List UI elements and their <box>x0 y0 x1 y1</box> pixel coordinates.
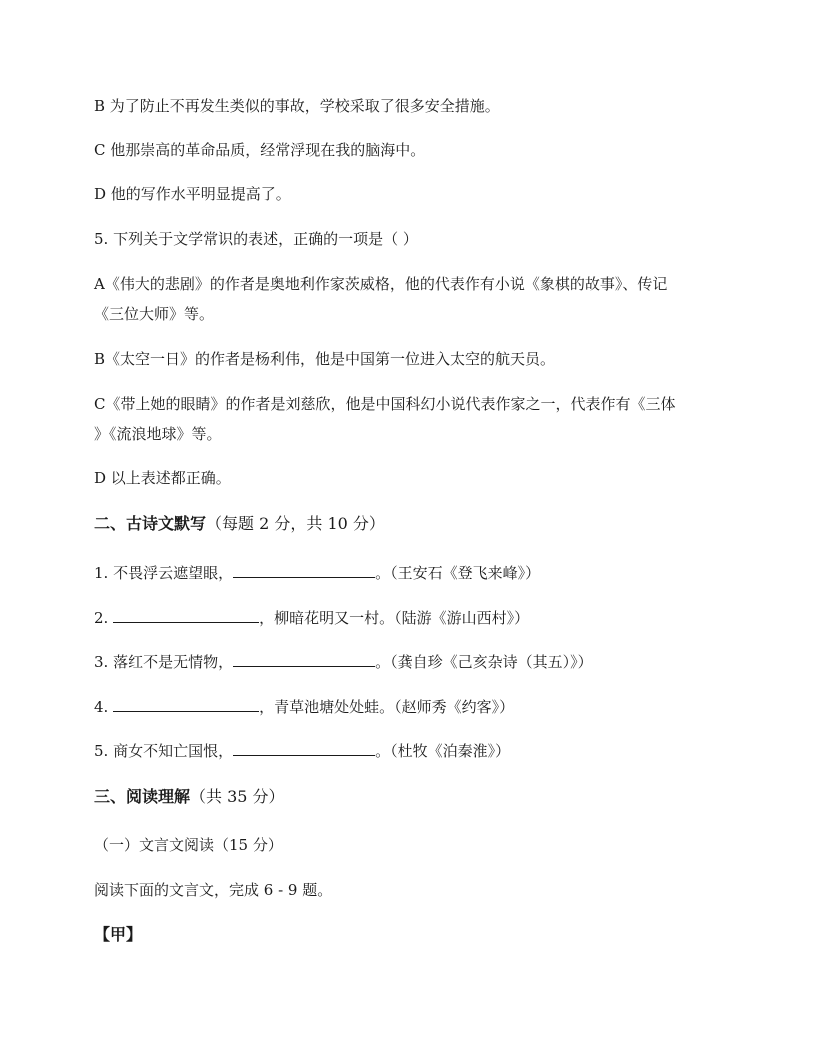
recitation-item-3-suffix: 。（龚自珍《己亥杂诗（其五）》） <box>375 653 593 671</box>
q5-option-a-line1: A《伟大的悲剧》的作者是奥地利作家茨威格，他的代表作有小说《象棋的故事》、传记 <box>94 275 668 293</box>
reading-instruction: 阅读下面的文言文，完成 6 - 9 题。 <box>94 881 333 899</box>
recitation-item-2-prefix: 2. <box>94 609 114 627</box>
option-d-q4: D 他的写作水平明显提高了。 <box>94 185 291 203</box>
answer-blank-4[interactable] <box>113 697 259 712</box>
option-b-q4: B 为了防止不再发生类似的事故，学校采取了很多安全措施。 <box>94 97 500 115</box>
recitation-item-2 <box>94 608 529 628</box>
q5-option-a-line2: 《三位大师》等。 <box>94 305 215 323</box>
section-2-heading <box>94 513 385 535</box>
recitation-item-3 <box>94 652 593 672</box>
answer-blank-2[interactable] <box>113 608 259 623</box>
option-c-q4: C 他那崇高的革命品质，经常浮现在我的脑海中。 <box>94 141 426 159</box>
q5-option-c-line2: 》《流浪地球》等。 <box>94 425 222 443</box>
section-3-title: 三、阅读理解 <box>94 787 191 806</box>
recitation-item-4-prefix: 4. <box>94 698 114 716</box>
q5-option-c-line1: C《带上她的眼睛》的作者是刘慈欣，他是中国科幻小说代表作家之一，代表作有《三体 <box>94 395 676 413</box>
recitation-item-4-suffix: ，青草池塘处处蛙。（赵师秀《约客》） <box>259 698 515 716</box>
question-5-stem: 5. 下列关于文学常识的表述，正确的一项是（ ） <box>94 230 418 248</box>
recitation-item-2-suffix: ，柳暗花明又一村。（陆游《游山西村》） <box>259 609 530 627</box>
section-3-heading <box>94 786 285 808</box>
answer-blank-1[interactable] <box>233 563 375 578</box>
q5-option-b: B《太空一日》的作者是杨利伟，他是中国第一位进入太空的航天员。 <box>94 350 556 368</box>
answer-blank-5[interactable] <box>233 741 375 756</box>
recitation-item-4 <box>94 697 514 717</box>
q5-option-d: D 以上表述都正确。 <box>94 469 231 487</box>
answer-blank-3[interactable] <box>233 652 375 667</box>
recitation-item-1 <box>94 563 540 583</box>
recitation-item-1-prefix: 1. 不畏浮云遮望眼， <box>94 564 234 582</box>
section-2-score: （每题 2 分，共 10 分） <box>206 514 385 533</box>
recitation-item-5 <box>94 741 510 761</box>
recitation-item-5-prefix: 5. 商女不知亡国恨， <box>94 742 234 760</box>
section-2-title: 二、古诗文默写 <box>94 514 207 533</box>
section-3-score: （共 35 分） <box>190 787 285 806</box>
recitation-item-1-suffix: 。（王安石《登飞来峰》） <box>375 564 541 582</box>
passage-label: 【甲】 <box>94 925 143 944</box>
recitation-item-3-prefix: 3. 落红不是无情物， <box>94 653 234 671</box>
recitation-item-5-suffix: 。（杜牧《泊秦淮》） <box>375 742 511 760</box>
section-3-subheading: （一）文言文阅读（15 分） <box>94 836 283 854</box>
